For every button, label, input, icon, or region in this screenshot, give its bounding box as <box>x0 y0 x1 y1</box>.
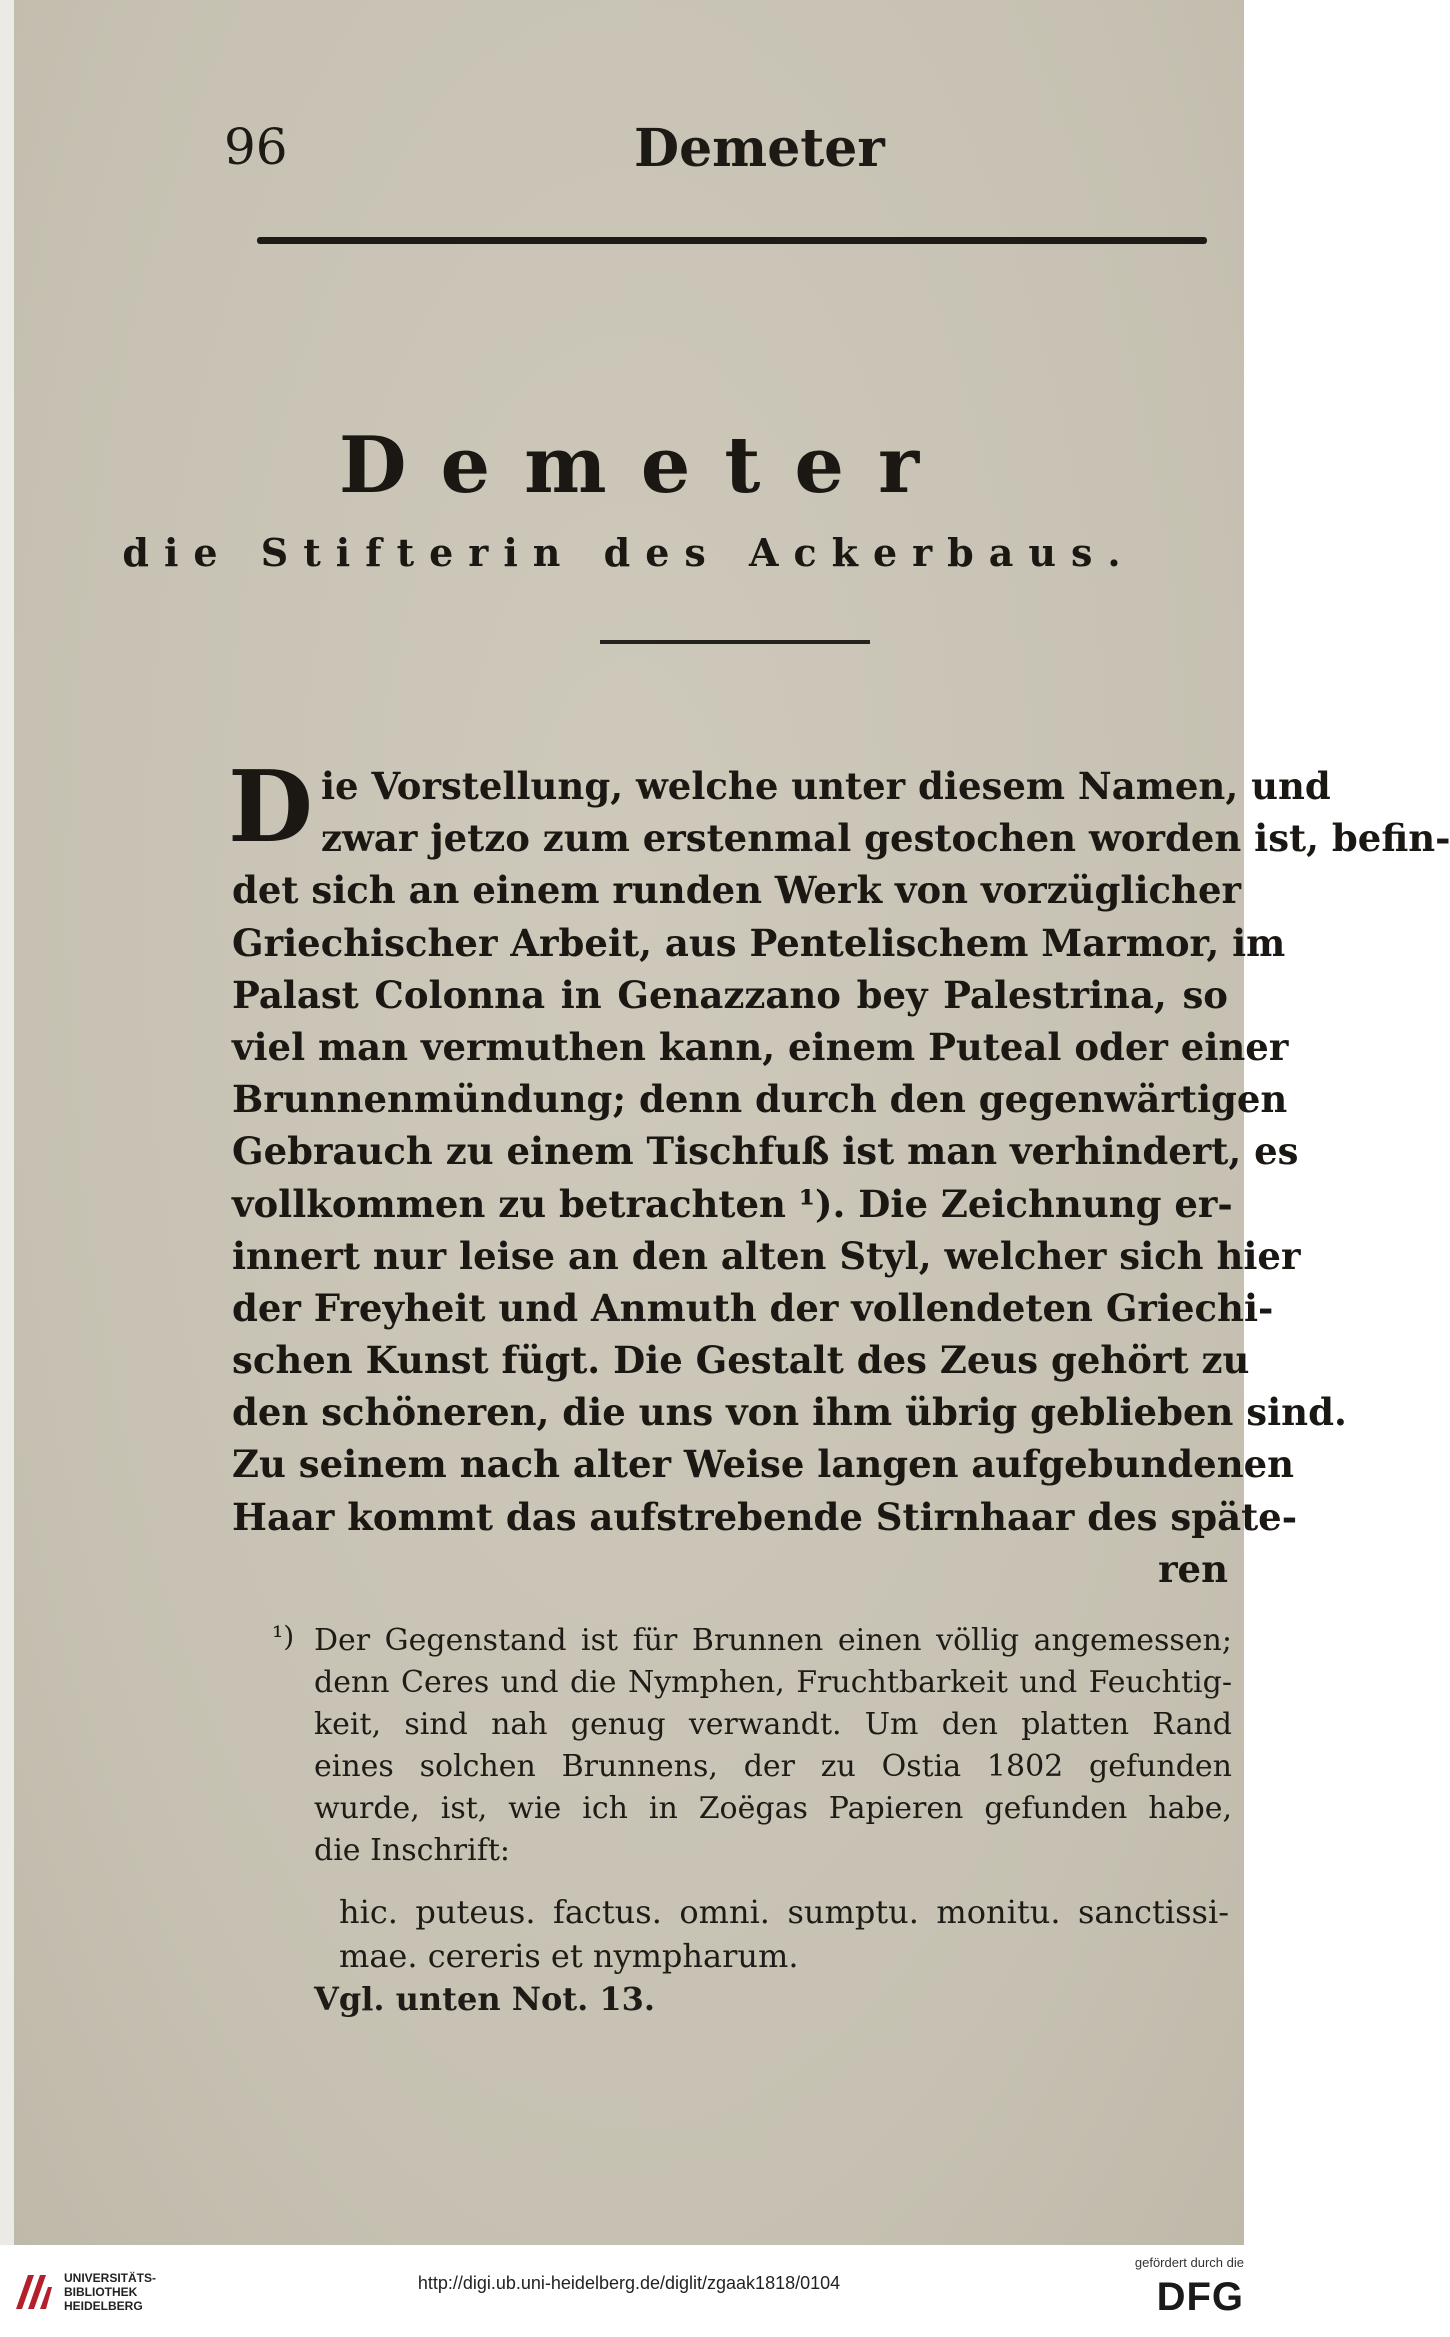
body-line: Gebrauch zu einem Tischfuß ist man verhindert, es <box>232 1129 1299 1174</box>
running-title: Demeter <box>634 118 885 179</box>
funded-by-label: gefördert durch die <box>1134 2255 1244 2270</box>
library-name-line: BIBLIOTHEK <box>64 2285 138 2299</box>
footnote-line: wurde, ist, wie ich in Zoëgas Papieren gefunden habe, <box>314 1791 1232 1826</box>
footnote-marker: ¹) <box>272 1620 295 1653</box>
body-line: Palast Colonna in Genazzano bey Palestrina, so <box>232 972 1228 1017</box>
page-header <box>14 118 1244 198</box>
library-name-line: UNIVERSITÄTS- <box>64 2271 157 2285</box>
title-divider <box>600 640 870 644</box>
body-line: schen Kunst fügt. Die Gestalt des Zeus gehört zu <box>232 1338 1250 1383</box>
inscription-line: hic. puteus. factus. omni. sumptu. monitu. sanctissi- <box>339 1893 1229 1931</box>
body-line: den schöneren, die uns von ihm übrig geblieben sind. <box>232 1390 1347 1435</box>
body-line: Haar kommt das aufstrebende Stirnhaar des späte- <box>232 1494 1298 1539</box>
header-rule <box>257 237 1207 244</box>
scanned-page <box>14 0 1450 2245</box>
body-line: Zu seinem nach alter Weise langen aufgebundenen <box>232 1442 1295 1487</box>
footnote-line: die Inschrift: <box>314 1833 510 1868</box>
body-line: vollkommen zu betrachten ¹). Die Zeichnung er- <box>232 1181 1233 1226</box>
footnote <box>272 1620 1232 1872</box>
footnote-line-text: Der Gegenstand ist für Brunnen einen völlig angemessen; <box>314 1623 1232 1658</box>
inscription <box>339 1890 1229 1978</box>
permalink-url[interactable]: http://digi.ub.uni-heidelberg.de/diglit/zgaak1818/0104 <box>417 2273 841 2293</box>
body-line: zwar jetzo zum erstenmal gestochen worden ist, befin- <box>320 816 1450 861</box>
footnote-line <box>272 1620 1232 1662</box>
body-line: viel man vermuthen kann, einem Puteal oder einer <box>232 1024 1289 1069</box>
drop-cap: D <box>228 750 313 865</box>
page-edge <box>0 0 14 2245</box>
viewer-footer <box>0 2245 1258 2337</box>
body-line: Griechischer Arbeit, aus Pentelischem Marmor, im <box>232 920 1286 965</box>
cross-reference: Vgl. unten Not. 13. <box>314 1980 656 2018</box>
body-line: der Freyheit und Anmuth der vollendeten Griechi- <box>232 1285 1274 1330</box>
body-line: ie Vorstellung, welche unter diesem Namen, und <box>320 764 1331 808</box>
footnote-line: keit, sind nah genug verwandt. Um den platten Rand <box>314 1707 1232 1742</box>
library-name-line: HEIDELBERG <box>64 2299 143 2313</box>
dfg-logo: DFG <box>1156 2275 1244 2319</box>
chapter-subtitle: die Stifterin des Ackerbaus. <box>122 530 1136 575</box>
page-number: 96 <box>224 118 288 176</box>
body-line: Brunnenmündung; denn durch den gegenwärtigen <box>232 1077 1288 1122</box>
footnote-line: eines solchen Brunnens, der zu Ostia 1802 gefunden <box>314 1749 1232 1784</box>
catchword: ren <box>1158 1546 1228 1591</box>
footnote-line: denn Ceres und die Nymphen, Fruchtbarkeit und Feuchtig- <box>314 1665 1232 1700</box>
inscription-line: mae. cereris et nympharum. <box>339 1937 799 1975</box>
body-line: det sich an einem runden Werk von vorzüglicher <box>232 868 1241 913</box>
chapter-title: Demeter <box>338 420 954 511</box>
body-text <box>228 750 1450 1595</box>
body-line: innert nur leise an den alten Styl, welcher sich hier <box>232 1233 1301 1278</box>
